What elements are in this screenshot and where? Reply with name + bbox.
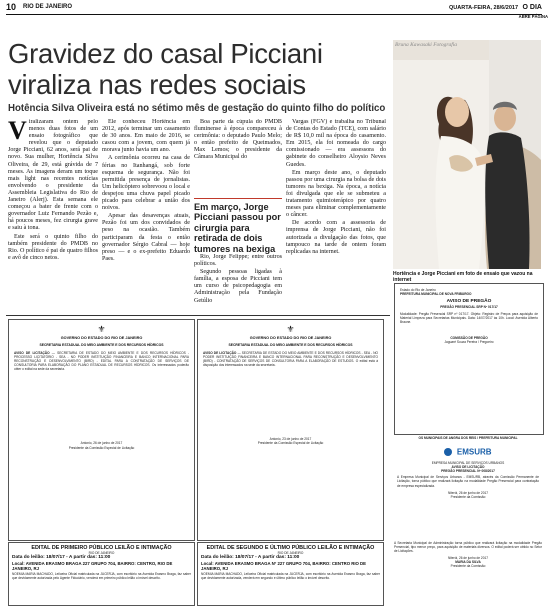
article-column-1 (8, 119, 98, 311)
notice-title: AVISO DE LICITAÇÃO (14, 351, 50, 355)
pregao-title: AVISO DE PREGÃO (446, 299, 492, 305)
notice-body: AVISO DE LICITAÇÃO — SECRETARIA DE ESTADO DO MEIO AMBIENTE E DOS RECURSOS HÍDRICOS - PROCESSO LICITATÓRIO - SEA - NO PODER INSTITUIÇÃO FINANCEIRA E BANCO INTERNACIONAL PARA RECONSTRUÇÃO E DESENVOLVIMENTO (BIRD) - EDITAL PARA A CONTRATAÇÃO DE SERVIÇOS DE CONSULTORIA PARA ELABORAÇÃO DO PLANO ESTADUAL DE RECURSOS HÍDRICOS. Os interessados poderão obter o edital na sede da secretaria. (14, 351, 189, 372)
edital-dates: Data do leilão: 18/07/17 - A partir das: 11:00 (12, 555, 111, 561)
edital-second-auction (197, 542, 384, 606)
paragraph: Vargas (FGV) e trabalha no Tribunal de Contas do Estado (TCE), com salário de R$ 10,0 mil na época do casamento. Em 2015, ela foi nomeada do cargo comissionado — era assessora do gabinete do conselheiro Aloysio Neves Guedes. (286, 119, 386, 168)
emsurb-body: A Empresa Municipal de Serviços Urbanos - EMSURB, através da Comissão Permanente de Licitação, torna público que realizará licitação na modalidade Pregão Presencial para contratação de empresa especializada. (397, 475, 539, 488)
edital-body: NOEMIA MARIA MACHADO, Leiloeira Oficial matriculada na JUCERJA, com escritório na Avenida Erasmo Braga, faz saber que devidamente autorizada pelo Agente Fiduciário, venderá em primeiro público leilão o imóvel descrito. (12, 571, 191, 580)
notice-signer: Presidente da Comissão Especial de Licitação (68, 445, 135, 450)
notice-bottom-right (394, 541, 542, 604)
pregao-city: PREFEITURA MUNICIPAL DE NOVA FRIBURGO (400, 292, 472, 297)
paragraph: Segundo pessoas ligadas à família, a esposa de Picciani tem um curso de psicopedagogia em Administração pela Fundação Getúlio (194, 269, 282, 304)
emsurb-line: EMPRESA MUNICIPAL DE SERVIÇOS URBANOS (431, 461, 505, 466)
edital-dates: Data do leilão: 18/07/17 - A partir das: 11:00 (201, 555, 300, 561)
edital-first-auction (8, 542, 195, 606)
notice-text: SECRETARIA DE ESTADO DO MEIO AMBIENTE E DOS RECURSOS HÍDRICOS - SEA - NO PODER INSTITUIÇÃO FINANCEIRA E BANCO INTERNACIONAL PARA RECONSTRUÇÃO E DESENVOLVIMENTO (BIRD) - CONTRATAÇÃO DE SERVIÇOS DE CONSULTORIA PARA A ELABORAÇÃO DE ESTUDOS. O edital está à disposição dos interessados na sede da secretaria. (203, 351, 378, 368)
pregao-commission: COMISSÃO DE PREGÃO (450, 336, 488, 341)
notice-br-signoff: Niterói, 26 de junho de 2017 (447, 556, 489, 561)
page-number: 10 (6, 2, 17, 12)
notice-text: SECRETARIA DE ESTADO DO MEIO AMBIENTE E DOS RECURSOS HÍDRICOS - PROCESSO LICITATÓRIO - SEA - NO PODER INSTITUIÇÃO FINANCEIRA E BANCO INTERNACIONAL PARA RECONSTRUÇÃO E DESENVOLVIMENTO (BIRD) - EDITAL PARA A CONTRATAÇÃO DE SERVIÇOS DE CONSULTORIA PARA ELABORAÇÃO DO PLANO ESTADUAL DE RECURSOS HÍDRICOS. Os interessados poderão obter o edital na sede da secretaria. (14, 351, 189, 372)
notice-signer: Presidente da Comissão Especial de Licitação (257, 441, 324, 446)
notice-title: AVISO DE LICITAÇÃO (203, 351, 237, 355)
article-column-4 (286, 119, 386, 311)
pregao-header (400, 288, 538, 296)
edital-title: EDITAL DE PRIMEIRO PÚBLICO LEILÃO E INTIMAÇÃO (31, 545, 172, 551)
notice-emsurb (394, 436, 542, 538)
edital-title: EDITAL DE SEGUNDO E ÚLTIMO PÚBLICO LEILÃO E INTIMAÇÃO (206, 545, 375, 551)
notice-signoff: Antonio, 26 de junho de 2017 (80, 441, 123, 446)
emsurb-sub: AVISO DE LICITAÇÃO (451, 465, 485, 470)
notice-middle (197, 319, 384, 541)
paragraph: Este será o quinto filho do também presidente do PMDB no Rio. O político é pai de quatro filhos e avô de cinco netos. (8, 233, 98, 261)
emsurb-top-text: OS MUNICIPAIS DE ANGRA DOS REIS / PREFEITURA MUNICIPAL (418, 436, 518, 440)
article-photo (393, 40, 541, 269)
edital-city: RIO DE JANEIRO (277, 551, 304, 555)
edital-city: RIO DE JANEIRO (88, 551, 115, 555)
notice-br-signer: MARIA DA SILVA (455, 560, 481, 565)
notice-institution: GOVERNO DO ESTADO DO RIO DE JANEIRO (60, 336, 143, 340)
emsurb-logo-icon (444, 448, 452, 456)
paragraph: Em março deste ano, o deputado passou por uma cirurgia na bolsa de dois tumores na bexiga. Na época, a notícia foi divulgada que ele se submeteu a tratamento quimioterápico por quatro meses para eliminar complementamente o câncer. (286, 169, 386, 219)
brand-logo: O DIA (522, 4, 542, 11)
paragraph: Rio, Jorge Felippe; entre outros políticos. (194, 254, 282, 268)
paragraph: Ele conheceu Hortência em 2012, após terminar um casamento de 30 anos. Em maio de 2016, se casou com a jovem, com quem já morava junto havia um ano. (102, 119, 190, 154)
edital-local: Local: AVENIDA ERASMO BRAGA 227 GRUPO 704, BAIRRO: CENTRO, RIO DE JANEIRO, RJ (12, 560, 173, 571)
notice-signoff: Antonio, 23 de junho de 2017 (269, 437, 312, 442)
emsurb-signoff: Niterói, 26 de junho de 2017 (447, 490, 489, 495)
emsurb-signer: Presidente da Comissão (450, 494, 486, 499)
notice-left (8, 319, 195, 541)
notice-institution: GOVERNO DO ESTADO DO RIO DE JANEIRO (249, 336, 332, 340)
edital-local: Local: AVENIDA ERASMO BRAGA Nº 227 GRUPO 704, BAIRRO: CENTRO RIO DE JANEIRO, RJ (201, 560, 367, 571)
article-column-2 (102, 119, 190, 311)
rubric: ABRE PÁGINA (518, 14, 548, 19)
date-text: QUARTA-FEIRA, 28/6/2017 (449, 5, 519, 11)
edition-date (449, 4, 542, 11)
section-divider (6, 315, 390, 316)
pregao-body: Modalidade: Pregão Presencial SRP nº 017/17. Objeto: Registro de Preços para aquisição de Material Limpeza para Secretarias Municipais. Data: 14/07/2017 às 10h. Local: Avenida Alberto Braune. (400, 311, 538, 325)
subheadline: Hotência Silva Oliveira está no sétimo mês de gestação do quinto filho do político (8, 103, 386, 114)
paragraph: De acordo com a assessoria de imprensa de Jorge Picciani, não foi autorizada a divulgação das fotos, que tampouco na tarde de ontem foram replicadas na internet. (286, 220, 386, 255)
dropcap: V (8, 119, 27, 145)
article-column-3-top (194, 119, 282, 195)
photo-caption: Hortência e Jorge Picciani em foto de ensaio que vazou na internet (393, 271, 533, 283)
notice-br-body: A Secretaria Municipal de Administração torna público que realizará licitação na modalidade Pregão Presencial, tipo menor preço, para aquisição de materiais diversos. O edital poderá ser obtido no Setor de Licitações. (394, 541, 542, 554)
section-name: RIO DE JANEIRO (23, 4, 73, 10)
paragraph: iralizaram ontem pelo menos duas fotos de um ensaio fotográfico que revelou que o deputado Jorge Picciani, 62 anos, será pai de novo. Sua mulher, Hortência Silva Oliveira, de 29, está grávida de 7 meses. As imagens deram um toque mais light nas recentes notícias envolvendo o presidente da Assembleia Legislativa do Rio de Janeiro (Alerj). Esta semana ele começou a bater de frente com o governador Luiz Fernando Pezão e, há poucos meses, fez cirurgia grave e saiu à tona. (8, 119, 98, 232)
headline-line-1: Gravidez do casal Picciani (8, 38, 323, 69)
pregao-state: Estado do Rio de Janeiro (400, 288, 436, 292)
pregao-subtitle: PREGÃO PRESENCIAL SRP Nº 017/17 (440, 304, 498, 309)
paragraph: Boa parte da cúpula do PMDB fluminense à época compareceu à cerimônia: o deputado Paulo Melo; o então prefeito de Queimados, Max Lemos; o presidente da Câmara Municipal do (194, 119, 282, 161)
notice-br-role: Presidente da Comissão (450, 564, 486, 569)
notice-body: AVISO DE LICITAÇÃO — SECRETARIA DE ESTADO DO MEIO AMBIENTE E DOS RECURSOS HÍDRICOS - SEA - NO PODER INSTITUIÇÃO FINANCEIRA E BANCO INTERNACIONAL PARA RECONSTRUÇÃO E DESENVOLVIMENTO (BIRD) - CONTRATAÇÃO DE SERVIÇOS DE CONSULTORIA PARA A ELABORAÇÃO DE ESTUDOS. O edital está à disposição dos interessados na sede da secretaria. (203, 351, 378, 368)
masthead (6, 2, 542, 15)
paragraph: Apesar das desavenças atuais, Pezão foi um dos convidados de peso na ocasião. Também participaram da festa o então governador Sérgio Cabral — hoje preso — e o ex-prefeito Eduardo Paes. (102, 213, 190, 262)
headline (8, 38, 393, 100)
emsurb-logo (394, 443, 542, 461)
couple-photo-image (393, 40, 541, 269)
coat-of-arms-icon: ⚜ (97, 324, 106, 334)
pregao-commission-names: Jaguaré Souza Pereira / Pregoeiro (444, 340, 494, 345)
pull-quote: Em março, Jorge Picciani passou por cirurgia para retirada de dois tumores na bexiga (194, 198, 282, 254)
notice-department: SECRETARIA ESTADUAL DO MEIO AMBIENTE E DOS RECURSOS HÍDRICOS (228, 343, 353, 347)
emsurb-pregao: PREGÃO PRESENCIAL Nº 008/2017 (441, 469, 495, 474)
headline-line-2: viraliza nas redes sociais (8, 69, 306, 100)
notice-department: SECRETARIA ESTADUAL DO MEIO AMBIENTE E DOS RECURSOS HÍDRICOS (39, 343, 164, 347)
notice-pregao (394, 283, 544, 435)
edital-body: NOEMIA MARIA MACHADO, Leiloeira Oficial matriculada na JUCERJA, com escritório na Avenida Erasmo Braga, faz saber que devidamente autorizada, venderá em segundo e último público leilão o imóvel descrito. (201, 571, 380, 580)
coat-of-arms-icon: ⚜ (286, 324, 295, 334)
article-column-3-bottom (194, 254, 282, 311)
photo-credit: Bruna Kawasaki Fotografia (395, 42, 458, 48)
emsurb-logo-text: EMSURB (456, 447, 492, 457)
paragraph: A cerimônia ocorreu na casa de férias no Itanhangá, sob forte esquema de segurança. Não foi permitida presença de jornalistas. Um helicóptero sobrevoou o local e despejou uma chuva papel picado picado para celebrar a união dos noivos. (102, 155, 190, 212)
